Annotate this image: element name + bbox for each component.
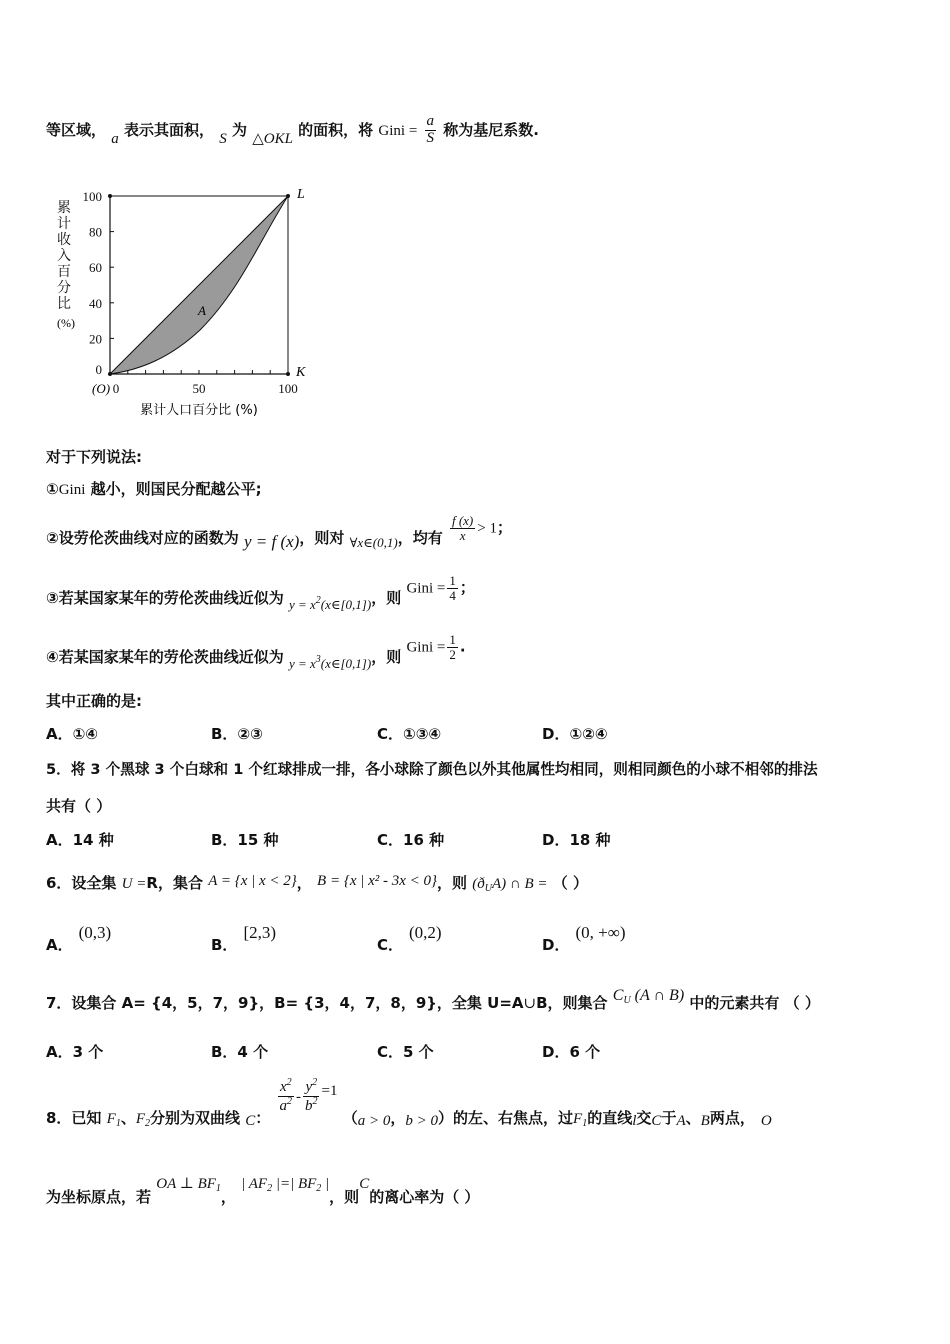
- statements-ask: 其中正确的是:: [46, 692, 142, 710]
- option-b[interactable]: B．[2,3): [211, 923, 277, 954]
- q8-stem-line2: 为坐标原点，若 OA ⊥ $BF_1$， | $AF_2$ |=| $BF_2$ |，则C的离心率为（ ）: [46, 1176, 480, 1206]
- statement-3: ③若某国家某年的劳伦茨曲线近似为 $y = x^2(x\in[0,1])$，则 Gini = $\frac{1}{4}$ ；: [46, 573, 475, 612]
- ylabel-char: 百: [57, 265, 71, 280]
- fx-over-x: $\frac{f (x)}{x}$: [451, 513, 474, 543]
- triangle-OKL: △OKL: [252, 130, 293, 147]
- ylabel-unit: (%): [57, 316, 75, 330]
- statement-1: ①Gini 越小，则国民分配越公平;: [46, 480, 262, 498]
- ytick-label: 0: [95, 362, 102, 377]
- gini-fraction: $\frac{a}{S}$: [426, 113, 435, 146]
- intro-line: [46, 114, 910, 147]
- q7-stem: 7．设集合 A= {4，5，7，9}，B= {3，4，7，8，9}，全集 U=A∪B，则集合 $C_U$ (A ∩ B) 中的元素共有 （ ）: [46, 987, 820, 1012]
- ylabel-char: 入: [57, 249, 71, 264]
- fraction-one-quarter: $\frac{1}{4}$: [449, 573, 456, 603]
- option-d[interactable]: D．6 个: [542, 1043, 601, 1061]
- origin-label: (O): [92, 381, 111, 396]
- option-c[interactable]: C．①③④: [377, 725, 442, 743]
- option-b[interactable]: B．②③: [211, 725, 263, 743]
- intro-text: 称为基尼系数.: [443, 120, 539, 139]
- statement-2: ②设劳伦茨曲线对应的函数为 y = f (x)，则对 ∀x∈(0,1)，均有 $\frac{f (x)}{x}$ > 1；: [46, 513, 512, 551]
- ytick-label: 20: [89, 331, 102, 347]
- region-a-shape: [110, 196, 288, 374]
- ylabel-char: 累: [57, 201, 71, 216]
- option-a[interactable]: A．14 种: [46, 831, 114, 849]
- option-d[interactable]: D．(0, +∞): [542, 923, 626, 954]
- intro-text: 的面积，将: [298, 120, 374, 139]
- xtick-label: 0: [112, 381, 120, 396]
- ylabel-char: 分: [57, 281, 71, 296]
- option-c[interactable]: C．5 个: [377, 1043, 434, 1061]
- ylabel-char: 比: [57, 297, 71, 312]
- gini-label: Gini =: [378, 122, 418, 139]
- ytick-label: 60: [89, 260, 102, 276]
- statement-4: ④若某国家某年的劳伦茨曲线近似为 $y = x^3(x\in[0,1])$，则 Gini = $\frac{1}{2}$ .: [46, 632, 466, 671]
- xtick-label: 50: [192, 381, 206, 396]
- intro-text: 为: [231, 120, 247, 139]
- option-a[interactable]: A．(0,3): [46, 923, 112, 954]
- hyperbola-y-term: $\frac{y^2}{b^2}$: [305, 1077, 318, 1114]
- point-L-label: L: [297, 187, 305, 202]
- hyperbola-x-term: $\frac{x^2}{a^2}$: [279, 1077, 293, 1114]
- q6-stem: 6．设全集 U =R，集合 A = {x | x < 2}， B = {x | x² - 3x < 0}，则 $(ð_UA)$ ∩ B = （ ）: [46, 873, 589, 894]
- fraction-one-half: $\frac{1}{2}$: [449, 632, 456, 662]
- statements-lead: 对于下列说法:: [46, 448, 142, 466]
- option-b[interactable]: B．4 个: [211, 1043, 269, 1061]
- option-c[interactable]: C．(0,2): [377, 923, 442, 954]
- ytick-label: 40: [89, 295, 102, 311]
- var-a: a: [111, 130, 119, 147]
- option-a[interactable]: A．①④: [46, 725, 99, 743]
- xlabel: 累计人口百分比 (%): [140, 403, 258, 418]
- option-a[interactable]: A．3 个: [46, 1043, 104, 1061]
- q5-line1: 5．将 3 个黑球 3 个白球和 1 个红球排成一排，各小球除了颜色以外其他属性均相同，则相同颜色的小球不相邻的排法: [46, 761, 818, 778]
- lorenz-curve-figure: [50, 180, 330, 430]
- option-d[interactable]: D．18 种: [542, 831, 611, 849]
- intro-text: 等区域，: [46, 120, 107, 139]
- region-A-label: A: [198, 303, 206, 318]
- option-b[interactable]: B．15 种: [211, 831, 279, 849]
- ylabel-char: 收: [57, 233, 71, 248]
- q8-stem-line1: 8．已知 $F_1$、$F_2$分别为双曲线 C： $\frac{x^2}{a^2}$ - $\frac{y^2}{b^2}$ =1 （a > 0，b > 0）的左、右焦点，过$F_1$的直线l交C于A、B两点， O: [46, 1077, 772, 1129]
- intro-text: 表示其面积，: [123, 120, 214, 139]
- var-S: S: [219, 130, 227, 147]
- xtick-label: 100: [278, 381, 298, 396]
- ylabel-char: 计: [57, 217, 71, 232]
- point-K-label: K: [296, 365, 306, 380]
- ytick-label: 100: [82, 189, 102, 204]
- q5-line2: 共有（ ）: [46, 797, 112, 815]
- ytick-label: 80: [89, 224, 102, 240]
- option-d[interactable]: D．①②④: [542, 725, 608, 743]
- option-c[interactable]: C．16 种: [377, 831, 445, 849]
